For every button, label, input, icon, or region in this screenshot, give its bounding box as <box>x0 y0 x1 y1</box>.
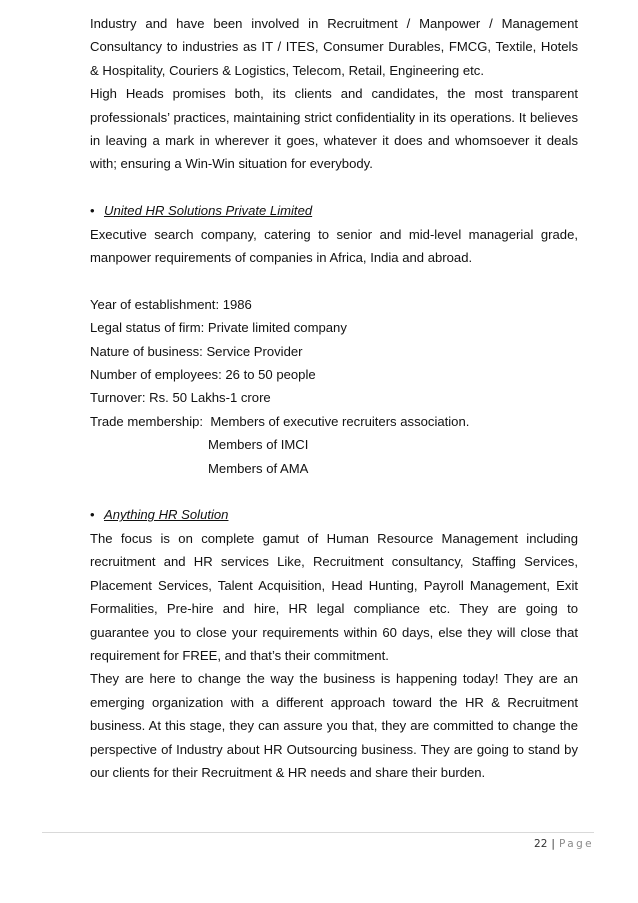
page-number: 22 <box>534 838 548 850</box>
footer-separator: | <box>551 838 555 850</box>
section-title: Anything HR Solution <box>104 507 229 523</box>
section-title: United HR Solutions Private Limited <box>104 203 313 219</box>
membership-item: Members of AMA <box>208 460 309 476</box>
fact-line: Turnover: Rs. 50 Lakhs-1 crore <box>90 390 271 406</box>
fact-line: Legal status of firm: Private limited company <box>90 320 347 336</box>
bullet-icon: • <box>90 507 95 523</box>
membership-item: Members of executive recruiters association. <box>210 413 470 429</box>
fact-line: Number of employees: 26 to 50 people <box>90 367 316 383</box>
spacer <box>90 480 578 503</box>
fact-line: Nature of business: Service Provider <box>90 343 303 359</box>
trade-membership-label: Trade membership: <box>90 413 211 429</box>
intro-paragraph-1: Industry and have been involved in Recruitment / Manpower / Management Consultancy to industries as IT / ITES, Consumer Durables, FMCG, Textile, Hotels & Hospitality, Couriers & Logistics, Telecom, Retail, Engineering etc. <box>90 16 578 78</box>
bullet-icon: • <box>90 203 95 219</box>
spacer <box>90 176 578 199</box>
section-paragraph-2: They are here to change the way the business is happening today! They are an emerging organization with a different approach toward the HR & Recruitment business. At this stage, they can assure you that, they are committed to change the perspective of Industry about HR Outsourcing business. They are going to stand by our clients for their Recruitment & HR needs and share their burden. <box>90 671 578 780</box>
section-description: Executive search company, catering to senior and mid-level managerial grade, manpower requirements of companies in Africa, India and abroad. <box>90 226 578 266</box>
spacer <box>90 269 578 292</box>
page-content <box>90 12 578 784</box>
intro-paragraph-2: High Heads promises both, its clients and candidates, the most transparent professionals’ practices, maintaining strict confidentiality in its operations. It believes in leaving a mark in wherever it goes, whatever it does and whomsoever it deals with; ensuring a Win-Win situation for everybody. <box>90 86 578 172</box>
fact-line: Year of establishment: 1986 <box>90 296 252 312</box>
page-footer <box>534 838 594 850</box>
page-label: Page <box>558 838 594 850</box>
section-heading-anything-hr <box>90 503 578 526</box>
trade-membership-row <box>90 410 578 433</box>
section-heading-united-hr <box>90 199 578 222</box>
section-paragraph-1: The focus is on complete gamut of Human Resource Management including recruitment and HR services Like, Recruitment consultancy, Staffing Services, Placement Services, Talent Acquisition, Head Hunting, Payroll Management, Exit Formalities, Pre-hire and hire, HR legal compliance etc. They are going to guarantee you to close your requirements within 60 days, else they will close that requirement for FREE, and that’s their commitment. <box>90 530 578 663</box>
footer-divider <box>42 832 594 833</box>
membership-item: Members of IMCI <box>208 437 309 453</box>
